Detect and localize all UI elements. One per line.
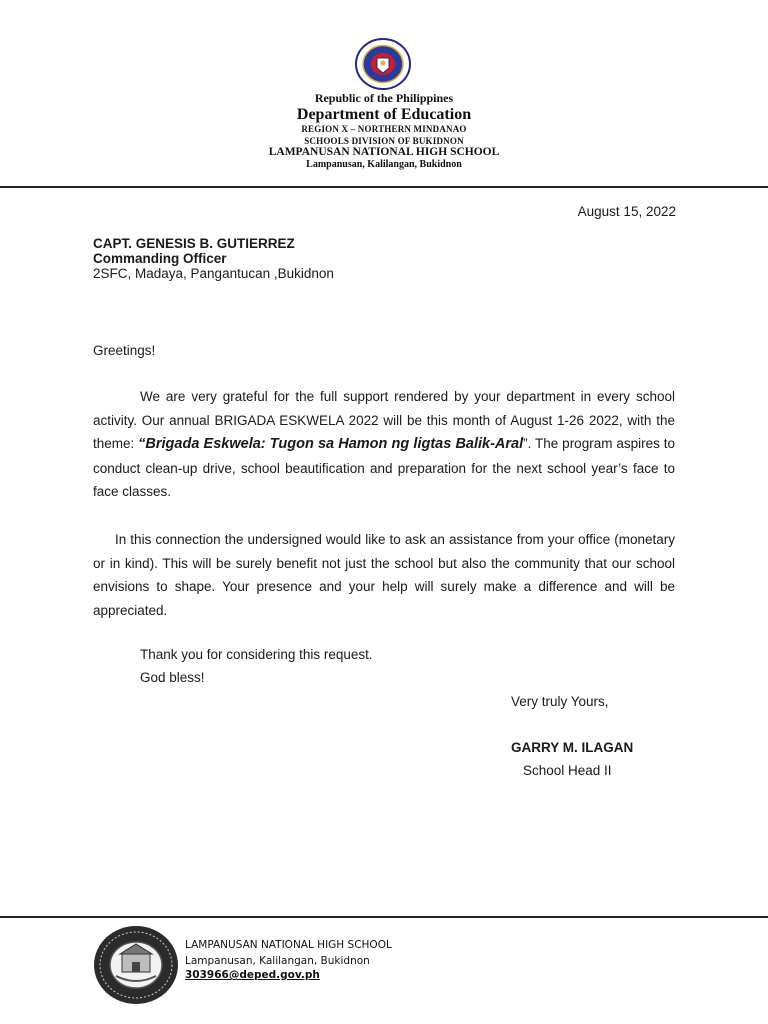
recipient-title: Commanding Officer: [93, 251, 227, 266]
school-seal-icon: [92, 924, 180, 1006]
department-title: Department of Education: [296, 106, 472, 123]
paragraph-text: We are very grateful for the full support rendered by your department in every school activity. Our annual BRIGADA ESKWELA 2022 will be this month of August 1-26 2022, with the theme:: [93, 389, 675, 451]
event-theme: “Brigada Eskwela: Tugon sa Hamon ng ligtas Balik-Aral: [138, 436, 524, 452]
paragraph-request: [93, 385, 675, 504]
school-address: Lampanusan, Kalilangan, Bukidnon: [306, 159, 462, 170]
deped-seal-icon: [353, 38, 413, 90]
header-divider: [0, 186, 768, 188]
republic-line: Republic of the Philippines: [314, 91, 454, 105]
region-line: REGION X – NORTHERN MINDANAO: [301, 124, 467, 134]
footer-divider: [0, 916, 768, 918]
greeting: Greetings!: [93, 343, 156, 358]
division-line: SCHOOLS DIVISION OF BUKIDNON: [304, 136, 464, 146]
signatory-title: School Head II: [523, 763, 612, 778]
letter-date: August 15, 2022: [577, 204, 676, 219]
recipient-address: 2SFC, Madaya, Pangantucan ,Bukidnon: [93, 266, 334, 281]
signatory-name: GARRY M. ILAGAN: [511, 740, 634, 755]
school-name: LAMPANUSAN NATIONAL HIGH SCHOOL: [268, 146, 500, 158]
paragraph-text: In this connection the undersigned would like to ask an assistance from your office (monetary or in kind). This will be surely benefit not just the school but also the community that our school envisions to shape. Your presence and your help will surely make a difference and will be appreciated.: [93, 532, 675, 618]
blessing-line: God bless!: [140, 670, 205, 685]
paragraph-text: ”. The program aspires to conduct clean-up drive, school beautification and preparation for the next school year’s face to face classes.: [93, 436, 675, 499]
recipient-name: CAPT. GENESIS B. GUTIERREZ: [93, 236, 295, 251]
footer-school-name: LAMPANUSAN NATIONAL HIGH SCHOOL: [185, 939, 392, 951]
thanks-line: Thank you for considering this request.: [140, 647, 373, 662]
paragraph-assistance: [93, 528, 675, 622]
footer-email-link[interactable]: 303966@deped.gov.ph: [185, 969, 320, 981]
footer-address: Lampanusan, Kalilangan, Bukidnon: [185, 955, 370, 967]
closing-line: Very truly Yours,: [511, 694, 609, 709]
